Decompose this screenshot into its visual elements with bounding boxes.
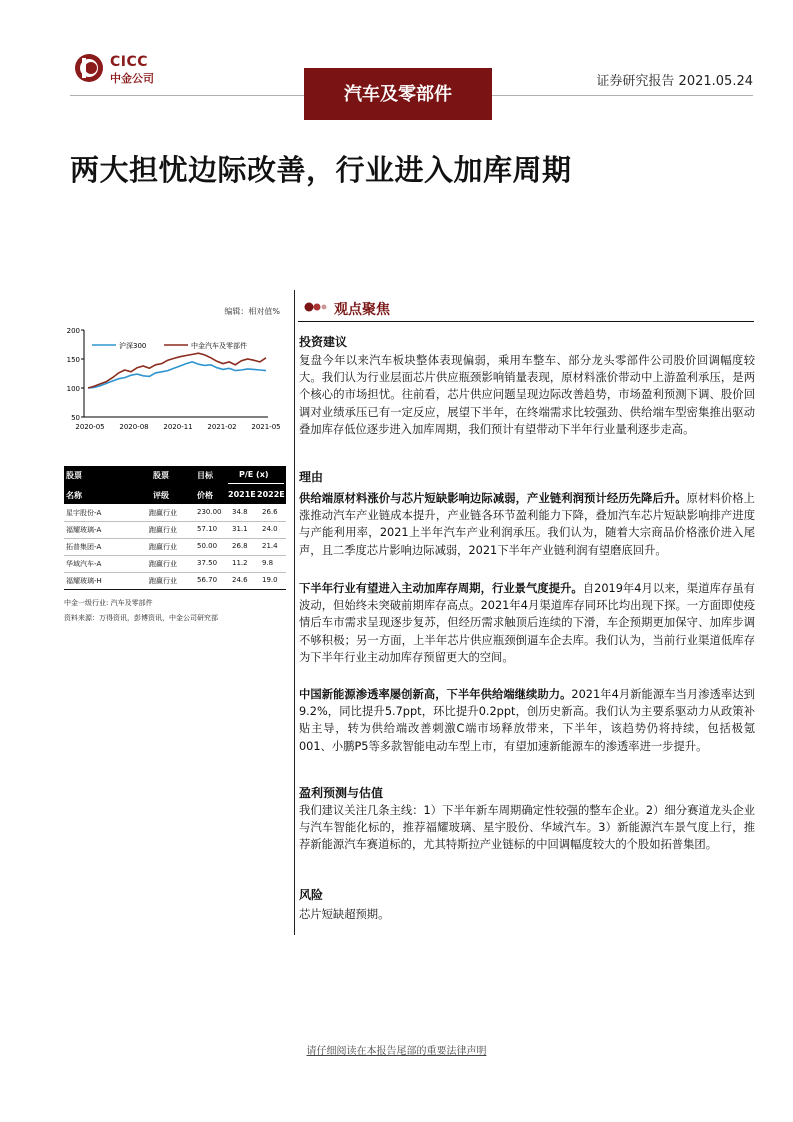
focus-rule <box>298 321 754 322</box>
chart-unit-label: 编辑：相对值% <box>224 307 280 316</box>
chart-y-tick-label: 100 <box>66 385 80 393</box>
industry-note: 中金一级行业: 汽车及零部件 <box>64 599 153 607</box>
table-cell-pe2021: 24.6 <box>232 576 248 584</box>
table-cell-name: 星宇股份-A <box>66 509 102 517</box>
th-target-1: 目标 <box>197 471 213 480</box>
reason-paragraph-3 <box>299 686 755 755</box>
focus-bullet-icon <box>303 302 329 312</box>
profit-heading: 盈利预测与估值 <box>299 786 384 800</box>
th-stock-1: 股票 <box>66 471 82 480</box>
chart-x-tick-label: 2020-08 <box>119 423 149 431</box>
focus-title: 观点聚焦 <box>334 302 390 318</box>
table-cell-pe2022: 21.4 <box>262 542 278 550</box>
chart-y-tick-label: 200 <box>66 327 80 335</box>
report-type-date: 证券研究报告 2021.05.24 <box>596 74 753 89</box>
table-row-divider <box>64 572 286 573</box>
logo-text-cn: 中金公司 <box>110 72 154 85</box>
th-stock-2: 名称 <box>66 491 82 500</box>
table-cell-name: 福耀玻璃-H <box>66 577 102 585</box>
table-cell-pe2022: 26.6 <box>262 508 278 516</box>
table-cell-target: 37.50 <box>197 559 218 567</box>
invest-heading: 投资建议 <box>299 335 348 349</box>
cicc-logo-icon <box>74 53 104 83</box>
th-pe: P/E (x) <box>239 470 269 479</box>
chart-x-tick-label: 2021-02 <box>207 423 237 431</box>
table-cell-pe2021: 11.2 <box>232 559 248 567</box>
table-cell-name: 拓普集团-A <box>66 543 102 551</box>
table-cell-target: 57.10 <box>197 525 218 533</box>
legal-disclaimer-link[interactable]: 请仔细阅读在本报告尾部的重要法律声明 <box>306 1046 487 1057</box>
company-logo <box>70 50 170 90</box>
table-cell-target: 56.70 <box>197 576 218 584</box>
table-cell-pe2021: 31.1 <box>232 525 248 533</box>
th-rating-1: 股票 <box>153 471 169 480</box>
invest-paragraph: 复盘今年以来汽车板块整体表现偏弱，乘用车整车、部分龙头零部件公司股价回调幅度较大。我们认为行业层面芯片供应瓶颈影响销量表现，原材料涨价带动中上游盈利承压，是两个核心的市场担忧。往前看，芯片供应问题呈现边际改善趋势，市场盈利预测下调、股价回调对业绩承压已有一定反应，展望下半年，在终端需求比较强劲、供给端车型密集推出驱动叠加库存低位逐步进入加库周期，我们预计有望带动下半年行业量利逐步走高。 <box>299 354 755 436</box>
table-cell-rating: 跑赢行业 <box>149 560 177 568</box>
reason-1-lead: 供给端原材料涨价与芯片短缺影响边际减弱，产业链利润预计经历先降后升。 <box>299 492 687 505</box>
th-2022e: 2022E <box>257 490 285 499</box>
table-cell-pe2022: 19.0 <box>262 576 278 584</box>
table-row-divider <box>64 555 286 556</box>
table-cell-rating: 跑赢行业 <box>149 526 177 534</box>
performance-chart-svg <box>64 319 286 439</box>
chart-x-tick-label: 2021-05 <box>251 423 281 431</box>
chart-series-line-0 <box>88 362 266 388</box>
reason-paragraph-2 <box>299 580 755 666</box>
pe-underline <box>228 483 284 484</box>
chart-legend-label-1: 中金汽车及零部件 <box>191 342 247 350</box>
table-row-divider <box>64 538 286 539</box>
table-cell-target: 230.00 <box>197 508 222 516</box>
table-cell-pe2022: 24.0 <box>262 525 278 533</box>
table-cell-rating: 跑赢行业 <box>149 509 177 517</box>
chart-legend-label-0: 沪深300 <box>119 342 147 350</box>
reason-1-body: 原材料价格上涨推动汽车产业链成本提升，产业链各环节盈利能力下降，叠加汽车芯片短缺影响排产进度与产能利用率，2021上半年汽车产业利润承压。我们认为，随着大宗商品价格涨价进入尾声，且二季度芯片影响边际减弱，2021下半年产业链利润有望磨底回升。 <box>299 492 755 557</box>
table-bottom-rule <box>64 589 286 590</box>
reason-2-body: 自2019年4月以来，渠道库存虽有波动，但始终未突破前期库存高点。2021年4月渠道库存同环比均出现下探。一方面即使疫情后车市需求呈现逐步复苏，但经历需求触顶后连续的下滑，车企预期更加保守、加库步调不够积极；另一方面，上半年芯片供应瓶颈倒逼车企去库。我们认为，当前行业渠道低库存为下半年行业主动加库存预留更大的空间。 <box>299 582 755 664</box>
page-title: 两大担忧边际改善，行业进入加库周期 <box>70 153 572 187</box>
performance-chart <box>64 319 286 439</box>
table-cell-name: 华域汽车-A <box>66 560 102 568</box>
reason-2-lead: 下半年行业有望进入主动加库存周期，行业景气度提升。 <box>299 582 583 595</box>
reason-3-lead: 中国新能源渗透率屡创新高，下半年供给端继续助力。 <box>299 688 572 701</box>
source-note: 资料来源：万得资讯，彭博资讯，中金公司研究部 <box>64 614 218 622</box>
reason-paragraph-1 <box>299 490 755 559</box>
profit-paragraph: 我们建议关注几条主线：1）下半年新车周期确定性较强的整车企业。2）细分赛道龙头企业与汽车智能化标的，推荐福耀玻璃、星宇股份、华域汽车。3）新能源汽车景气度上行，推荐新能源汽车赛道标的，尤其特斯拉产业链标的中回调幅度较大的个股如拓普集团。 <box>299 804 755 852</box>
chart-x-tick-label: 2020-05 <box>75 423 105 431</box>
table-cell-target: 50.00 <box>197 542 218 550</box>
department-label: 汽车及零部件 <box>344 84 452 105</box>
th-rating-2: 评级 <box>153 491 169 500</box>
table-cell-rating: 跑赢行业 <box>149 543 177 551</box>
table-cell-pe2021: 26.8 <box>232 542 248 550</box>
table-row-divider <box>64 521 286 522</box>
table-cell-pe2022: 9.8 <box>262 559 274 567</box>
chart-y-tick-label: 150 <box>66 356 80 364</box>
table-cell-pe2021: 34.8 <box>232 508 248 516</box>
th-2021e: 2021E <box>228 490 256 499</box>
reason-heading: 理由 <box>299 470 324 484</box>
chart-y-tick-label: 50 <box>71 414 80 422</box>
column-divider <box>294 290 295 935</box>
chart-x-tick-label: 2020-11 <box>163 423 193 431</box>
reason-3-body: 2021年4月新能源车当月渗透率达到9.2%，同比提升5.7ppt，环比提升0.2ppt，创历史新高。我们认为主要系驱动力从政策补贴主导，转为供给端改善刺激C端市场释放带来，下半年，该趋势仍将持续，包括极氪001、小鹏P5等多款智能电动车型上市，有望加速新能源车的渗透率进一步提升。 <box>299 688 755 753</box>
logo-text-en: CICC <box>110 54 149 70</box>
table-cell-name: 福耀玻璃-A <box>66 526 102 534</box>
table-cell-rating: 跑赢行业 <box>149 577 177 585</box>
risk-paragraph: 芯片短缺超预期。 <box>299 908 390 921</box>
th-target-2: 价格 <box>197 491 213 500</box>
risk-heading: 风险 <box>299 888 324 902</box>
